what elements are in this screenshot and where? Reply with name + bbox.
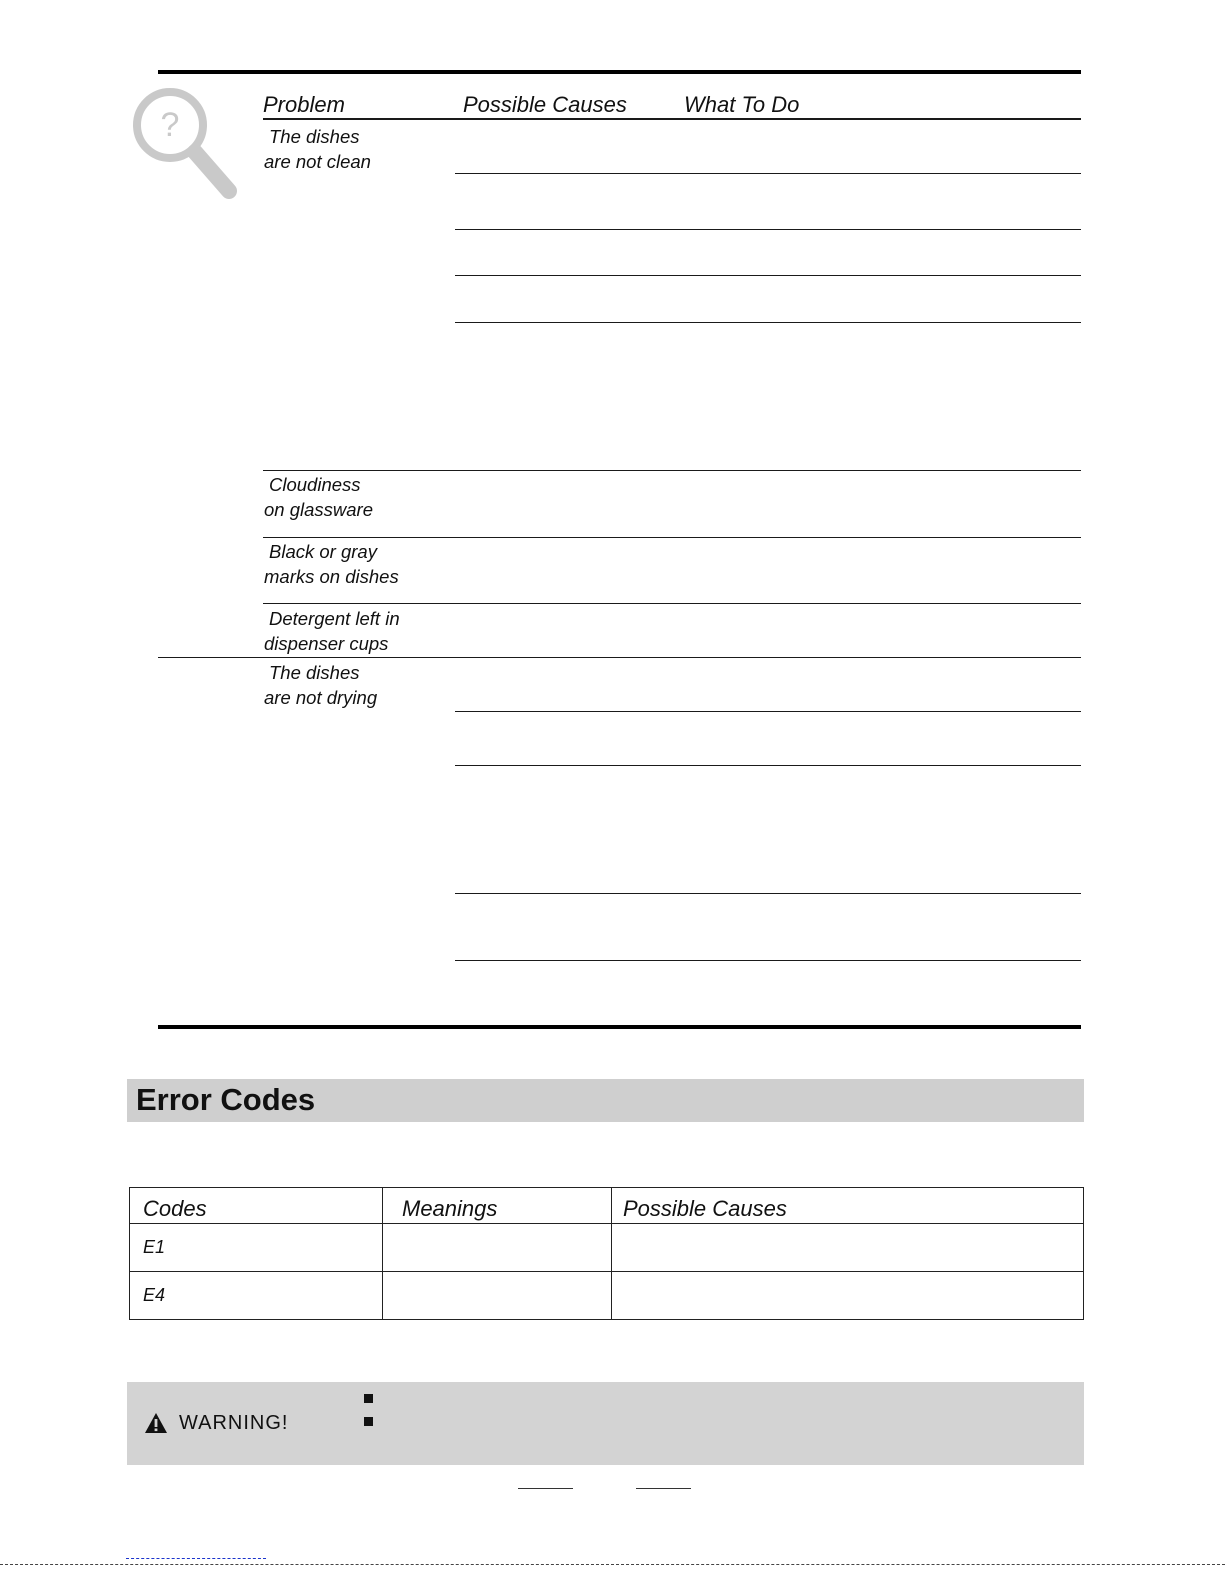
problem-dishes-not-drying	[264, 660, 377, 710]
footer-link-underline	[126, 1558, 266, 1559]
header-problem: Problem	[263, 92, 345, 117]
column-header-meanings: Meanings	[402, 1196, 498, 1221]
page-bottom-border	[0, 1564, 1225, 1565]
bottom-divider	[158, 1025, 1081, 1029]
problem-line: Detergent left in	[269, 608, 400, 629]
problem-line: dispenser cups	[264, 633, 389, 654]
problem-dishes-not-clean	[264, 124, 371, 174]
footer-underline	[518, 1488, 573, 1489]
cause-divider	[455, 765, 1081, 766]
problem-divider	[263, 537, 1081, 538]
table-cell-code: E4	[143, 1285, 166, 1305]
cause-divider	[455, 322, 1081, 323]
column-divider	[382, 1188, 383, 1319]
problem-divider	[263, 470, 1081, 471]
column-header-possible-causes: Possible Causes	[623, 1196, 787, 1221]
problem-divider	[263, 603, 1081, 604]
cause-divider	[455, 960, 1081, 961]
error-codes-title: Error Codes	[136, 1082, 316, 1117]
problem-line: The dishes	[269, 662, 360, 683]
problem-line: are not clean	[264, 151, 371, 172]
bullet-icon	[364, 1417, 373, 1426]
cause-divider	[455, 275, 1081, 276]
error-codes-banner	[127, 1079, 1084, 1122]
top-divider	[158, 70, 1081, 74]
column-divider	[611, 1188, 612, 1319]
cause-divider	[455, 893, 1081, 894]
row-divider	[130, 1271, 1083, 1272]
section-divider	[158, 657, 1081, 658]
problem-black-gray-marks	[264, 539, 399, 589]
warning-box	[127, 1382, 1084, 1465]
header-what-to-do: What To Do	[684, 92, 800, 117]
problem-line: marks on dishes	[264, 566, 399, 587]
cause-divider	[455, 229, 1081, 230]
header-possible-causes: Possible Causes	[463, 92, 627, 117]
table-cell-code: E1	[143, 1237, 166, 1257]
error-codes-table	[129, 1187, 1084, 1320]
warning-triangle-icon	[144, 1412, 168, 1439]
svg-text:?: ?	[160, 106, 180, 144]
bullet-icon	[364, 1394, 373, 1403]
column-header-codes: Codes	[143, 1196, 207, 1221]
magnifier-question-icon	[133, 88, 243, 208]
problem-cloudiness	[264, 472, 373, 522]
header-row-divider	[130, 1223, 1083, 1224]
header-underline	[263, 118, 1081, 120]
footer-underline	[636, 1488, 691, 1489]
problem-detergent-left	[264, 606, 400, 656]
problem-line: Cloudiness	[269, 474, 361, 495]
warning-label: WARNING!	[179, 1412, 289, 1434]
problem-line: are not drying	[264, 687, 378, 708]
problem-line: The dishes	[269, 126, 360, 147]
cause-divider	[455, 173, 1081, 174]
problem-line: Black or gray	[269, 541, 377, 562]
problem-line: on glassware	[264, 499, 374, 520]
cause-divider	[455, 711, 1081, 712]
